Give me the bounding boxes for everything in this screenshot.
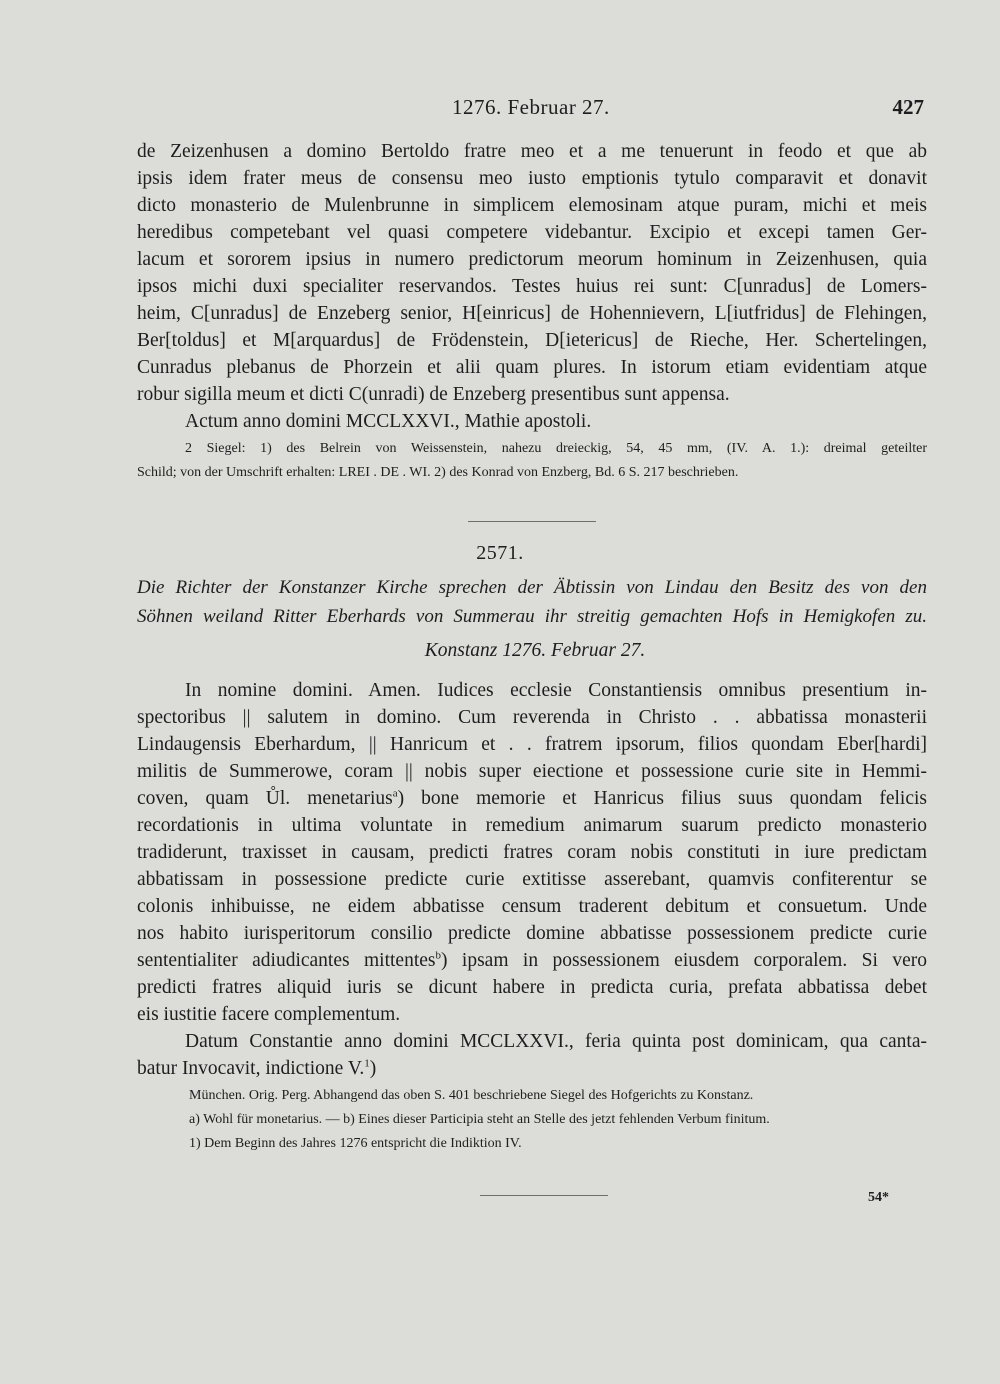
note-line: 1) Dem Beginn des Jahres 1276 entspricht die Indiktion IV.	[189, 1136, 522, 1151]
datum-line	[137, 1055, 927, 1082]
text-line: Ber[toldus] et M[arquardus] de Frödenstein, D[ietericus] de Rieche, Her. Schertelingen,	[137, 330, 927, 351]
charter-notes	[137, 1084, 927, 1156]
place-date: Konstanz 1276. Februar 27.	[424, 640, 646, 661]
signature-mark: 54*	[868, 1190, 889, 1205]
text-line: Cunradus plebanus de Phorzein et alii quam plures. In istorum etiam evidentiam atque	[137, 357, 927, 378]
document-number: 2571.	[476, 542, 524, 564]
footnote-marker: 1	[364, 1057, 370, 1070]
section-divider	[468, 521, 596, 522]
text-line	[137, 947, 927, 974]
text-line: dicto monasterio de Mulenbrunne in simplicem elemosinam atque puram, michi et meis	[137, 195, 927, 216]
continuation-text	[137, 138, 927, 485]
text-line: ipsis idem frater meus de consensu meo iusto emptionis tytulo comparavit et donavit	[137, 168, 927, 189]
note-line: 2 Siegel: 1) des Belrein von Weissenstein, nahezu dreieckig, 54, 45 mm, (IV. A. 1.): dreimal geteilter	[185, 441, 927, 456]
text-line: eis iustitie facere complementum.	[137, 1004, 401, 1025]
note-line: a) Wohl für monetarius. — b) Eines dieser Participia steht an Stelle des jetzt fehlenden Verbum finitum.	[189, 1112, 770, 1127]
end-divider	[480, 1195, 608, 1196]
note-line: Schild; von der Umschrift erhalten: LREI . DE . WI. 2) des Konrad von Enzberg, Bd. 6 S. 217 beschrieben.	[137, 465, 739, 480]
regest-line: Söhnen weiland Ritter Eberhards von Summerau ihr streitig gemachten Hofs in Hemigkofen zu.	[137, 606, 927, 627]
line-part: ) bone memorie et Hanricus filius suus quondam felicis	[397, 788, 928, 809]
page-header	[137, 95, 924, 125]
text-line: nos habito iurisperitorum consilio predicte domine abbatisse possessionem predicte curie	[137, 923, 927, 944]
text-line: predicti fratres aliquid iuris se dicunt habere in predicta curia, prefata abbatissa debet	[137, 977, 927, 998]
datum-line: Datum Constantie anno domini MCCLXXVI., feria quinta post dominicam, qua canta-	[185, 1031, 927, 1052]
text-line: spectoribus || salutem in domino. Cum reverenda in Christo . . abbatissa monasterii	[137, 707, 927, 728]
line-part: )	[369, 1058, 377, 1079]
text-line: heredibus competebant vel quasi competere videbantur. Excipio et excepi tamen Ger-	[137, 222, 927, 243]
text-line	[137, 785, 927, 812]
text-line: robur sigilla meum et dicti C(unradi) de Enzeberg presentibus sunt appensa.	[137, 384, 730, 405]
actum-line: Actum anno domini MCCLXXVI., Mathie apostoli.	[185, 411, 592, 432]
regest-line: Die Richter der Konstanzer Kirche sprechen der Äbtissin von Lindau den Besitz des von den	[137, 577, 927, 598]
line-part: sententialiter adiudicantes mittentes	[137, 950, 436, 971]
regest	[137, 573, 927, 631]
text-line: heim, C[unradus] de Enzeberg senior, H[einricus] de Hohennievern, L[iutfridus] de Flehingen,	[137, 303, 927, 324]
text-line: abbatissam in possessione predicte curie extitisse asserebant, quamvis confiterentur se	[137, 869, 927, 890]
text-line: In nomine domini. Amen. Iudices ecclesie Constantiensis omnibus presentium in-	[185, 680, 927, 701]
line-part: batur Invocavit, indictione V.	[137, 1058, 365, 1079]
note-line: München. Orig. Perg. Abhangend das oben S. 401 beschriebene Siegel des Hofgerichts zu Konstanz.	[189, 1088, 754, 1103]
text-line: Lindaugensis Eberhardum, || Hanricum et . . fratrem ipsorum, filios quondam Eber[hardi]	[137, 734, 927, 755]
text-line: ipsos michi duxi specialiter reservandos. Testes huius rei sunt: C[unradus] de Lomers-	[137, 276, 927, 297]
page-number: 427	[892, 95, 924, 119]
text-line: tradiderunt, traxisset in causam, predicti fratres coram nobis constituti in iure predictam	[137, 842, 927, 863]
footnote-marker: b	[435, 949, 441, 962]
line-part: coven, quam Ůl. menetarius	[137, 788, 393, 809]
text-line: de Zeizenhusen a domino Bertoldo fratre meo et a me tenuerunt in feodo et que ab	[137, 141, 927, 162]
footnote-marker: a	[392, 787, 398, 800]
charter-text	[137, 677, 927, 1156]
text-line: recordationis in ultima voluntate in remedium animarum suarum predicto monasterio	[137, 815, 927, 836]
text-line: colonis inhibuisse, ne eidem abbatisse censum traderent debitum et consuetum. Unde	[137, 896, 927, 917]
running-title: 1276. Februar 27.	[452, 95, 610, 119]
line-part: ) ipsam in possessionem eiusdem corporalem. Si vero	[441, 950, 927, 971]
seal-note	[137, 437, 927, 485]
text-line: militis de Summerowe, coram || nobis super eiectione et possessione curie site in Hemmi-	[137, 761, 927, 782]
text-line: lacum et sororem ipsius in numero predictorum meorum hominum in Zeizenhusen, quia	[137, 249, 927, 270]
